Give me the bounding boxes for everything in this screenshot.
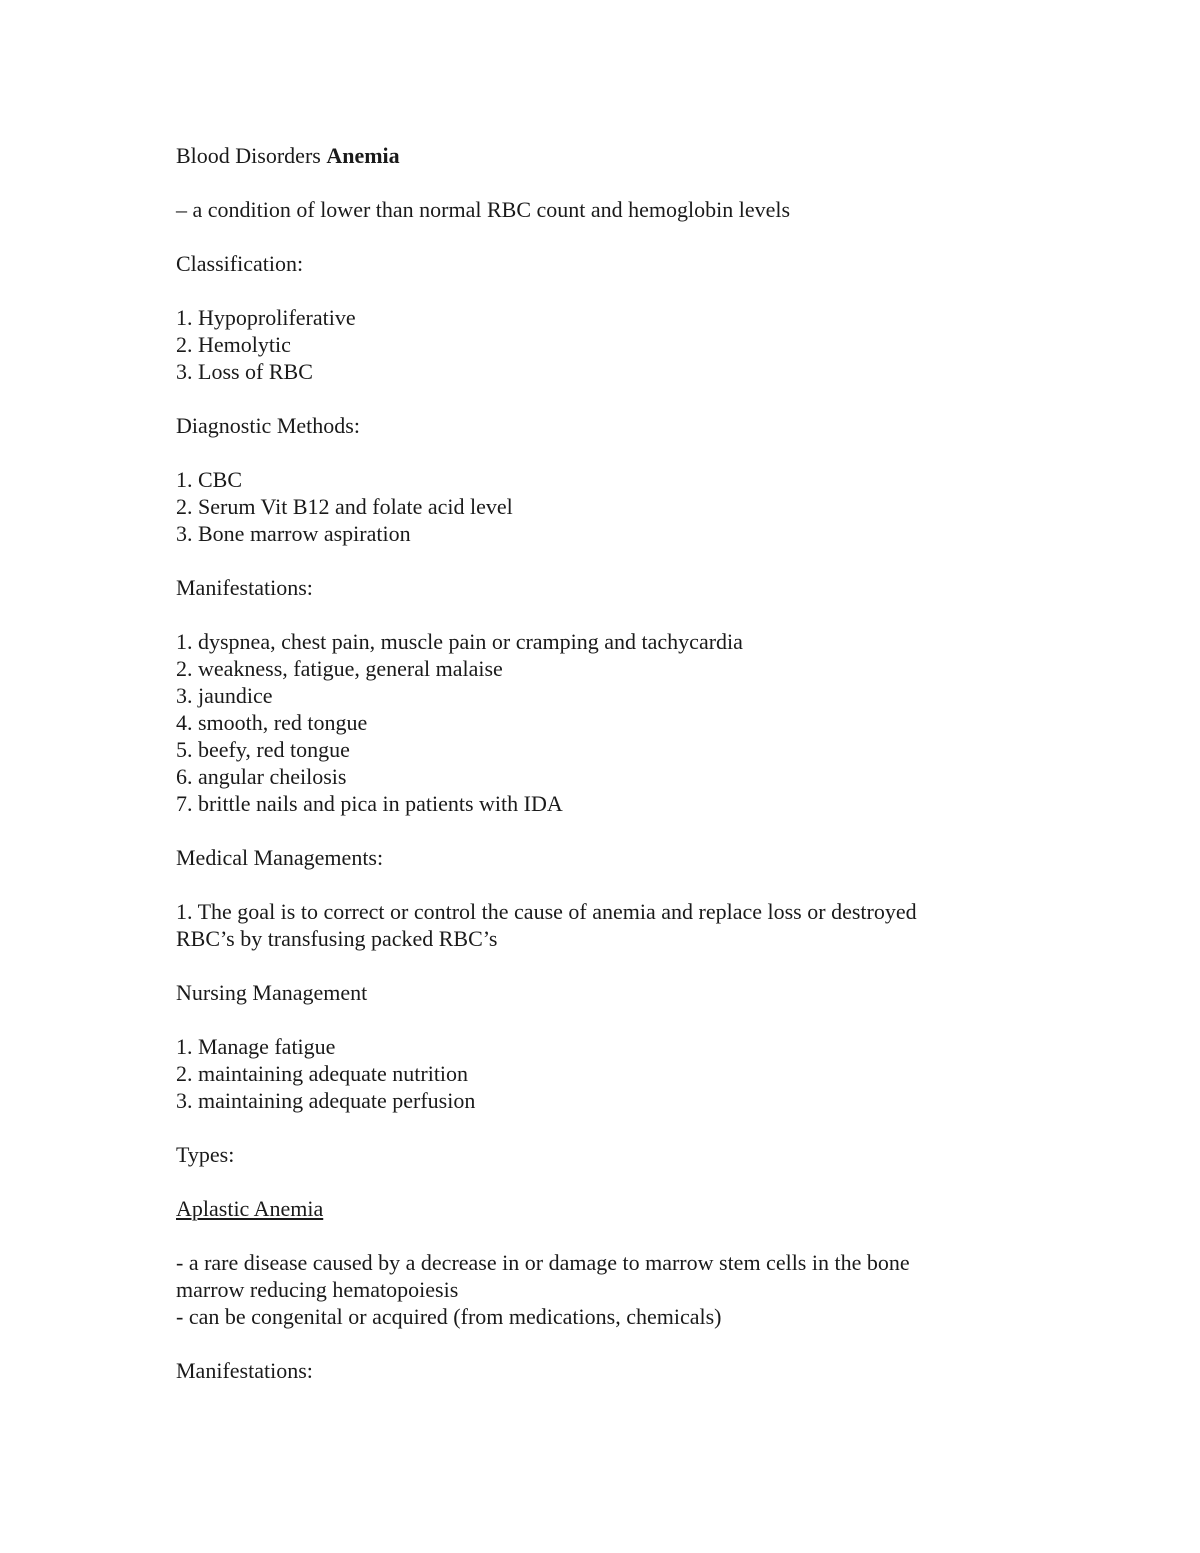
medical-heading: Medical Managements:: [176, 845, 384, 870]
list-item: 3. maintaining adequate perfusion: [176, 1088, 476, 1113]
document-title: [176, 142, 1056, 169]
paragraph-line: RBC’s by transfusing packed RBC’s: [176, 926, 498, 951]
classification-heading: Classification:: [176, 251, 304, 276]
aplastic-manifestations-heading: Manifestations:: [176, 1358, 313, 1383]
title-bold: Anemia: [326, 143, 400, 168]
list-item: 1. CBC: [176, 467, 243, 492]
list-item: 2. weakness, fatigue, general malaise: [176, 656, 503, 681]
list-item: 1. Hypoproliferative: [176, 305, 356, 330]
list-item: 2. Serum Vit B12 and folate acid level: [176, 494, 513, 519]
title-prefix: Blood Disorders: [176, 143, 321, 168]
list-item: 3. Bone marrow aspiration: [176, 521, 411, 546]
paragraph-line: marrow reducing hematopoiesis: [176, 1277, 459, 1302]
list-item: 6. angular cheilosis: [176, 764, 347, 789]
types-heading: Types:: [176, 1142, 235, 1167]
paragraph-line: - a rare disease caused by a decrease in or damage to marrow stem cells in the bone: [176, 1250, 910, 1275]
aplastic-heading-text: Aplastic Anemia: [176, 1196, 324, 1221]
diagnostic-heading: Diagnostic Methods:: [176, 413, 360, 438]
list-item: 5. beefy, red tongue: [176, 737, 350, 762]
definition-text: – a condition of lower than normal RBC count and hemoglobin levels: [176, 197, 791, 222]
aplastic-heading: [176, 1195, 1056, 1222]
list-item: 3. jaundice: [176, 683, 273, 708]
list-item: 1. Manage fatigue: [176, 1034, 336, 1059]
manifestations-heading: Manifestations:: [176, 575, 313, 600]
nursing-heading: Nursing Management: [176, 980, 368, 1005]
paragraph-line: - can be congenital or acquired (from medications, chemicals): [176, 1304, 722, 1329]
list-item: 7. brittle nails and pica in patients with IDA: [176, 791, 563, 816]
list-item: 3. Loss of RBC: [176, 359, 313, 384]
list-item: 2. Hemolytic: [176, 332, 291, 357]
list-item: 1. dyspnea, chest pain, muscle pain or cramping and tachycardia: [176, 629, 743, 654]
list-item: 2. maintaining adequate nutrition: [176, 1061, 469, 1086]
list-item: 4. smooth, red tongue: [176, 710, 368, 735]
paragraph-line: 1. The goal is to correct or control the cause of anemia and replace loss or destroyed: [176, 899, 917, 924]
document-page: [176, 142, 1056, 1384]
